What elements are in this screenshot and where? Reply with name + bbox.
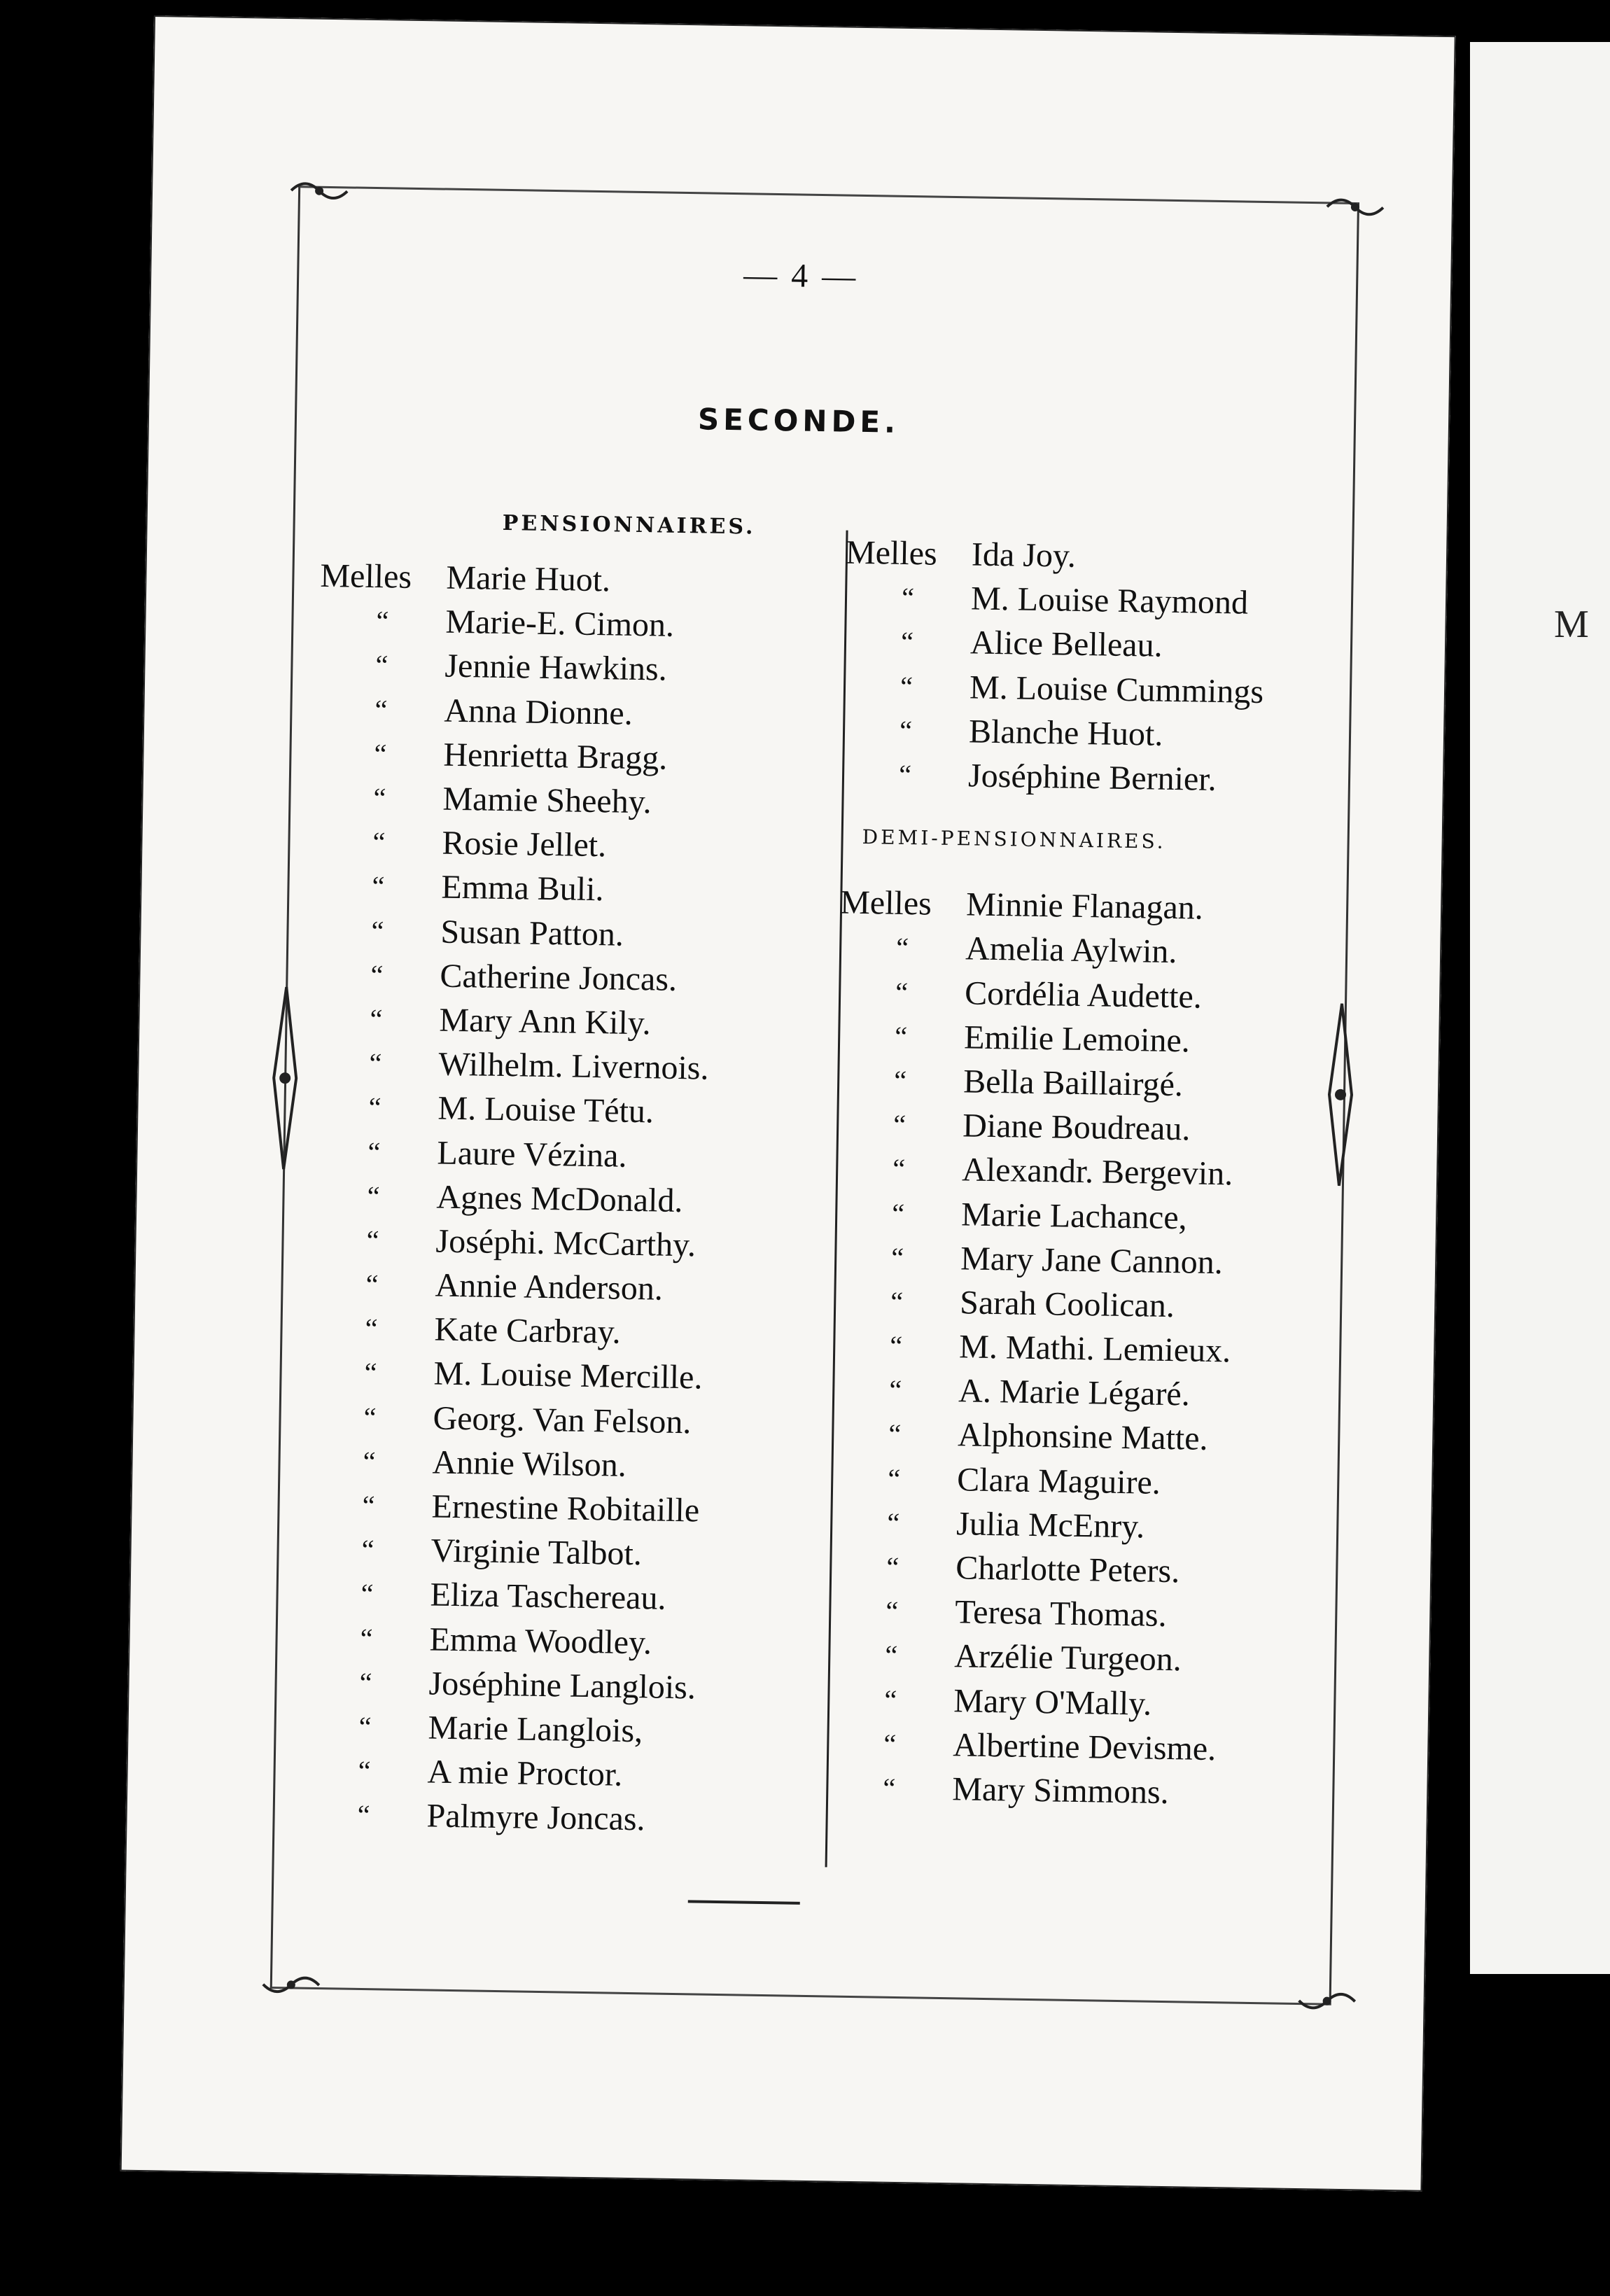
ditto-mark: “ [898, 758, 912, 791]
ditto-mark: “ [365, 1312, 378, 1345]
ditto-mark: “ [373, 782, 386, 814]
student-name: M. Louise Raymond [970, 580, 1249, 622]
ditto-mark: “ [892, 1197, 905, 1229]
student-name: Joséphine Langlois. [428, 1665, 696, 1707]
ditto-mark: “ [369, 1047, 382, 1079]
student-name: Georg. Van Felson. [433, 1399, 692, 1441]
student-name: Amelia Aylwin. [965, 930, 1177, 971]
ditto-mark: “ [899, 670, 913, 702]
student-name: Henrietta Bragg. [443, 736, 668, 777]
adjacent-page [1470, 42, 1610, 1974]
student-name: Clara Maguire. [956, 1460, 1161, 1502]
student-name: Albertine Devisme. [952, 1726, 1217, 1768]
ditto-mark: “ [370, 958, 384, 991]
ditto-mark: “ [883, 1772, 896, 1804]
ditto-mark: “ [894, 1020, 908, 1052]
ditto-mark: “ [363, 1401, 377, 1433]
student-name: Rosie Jellet. [442, 824, 607, 864]
ditto-mark: “ [892, 1153, 906, 1185]
corner-ornament-icon [1295, 1983, 1359, 2019]
student-name: Julia McEnry. [955, 1505, 1145, 1546]
student-name: Emma Buli. [441, 869, 604, 909]
student-name: M. Mathi. Lemieux. [958, 1328, 1231, 1370]
student-name: Annie Wilson. [432, 1443, 627, 1484]
ditto-mark: “ [886, 1550, 899, 1583]
student-name: Marie Langlois, [428, 1709, 643, 1750]
student-name: Catherine Joncas. [440, 957, 678, 998]
corner-ornament-icon [1324, 189, 1387, 225]
list-item [826, 1765, 1387, 1818]
ditto-mark: “ [360, 1622, 373, 1654]
ditto-mark: “ [361, 1534, 374, 1566]
ditto-mark: “ [886, 1595, 899, 1628]
column-heading: PENSIONNAIRES. [502, 510, 756, 540]
ditto-mark: “ [895, 932, 909, 964]
student-name: Emma Woodley. [429, 1620, 652, 1662]
ditto-mark: “ [883, 1728, 897, 1760]
ditto-mark: “ [365, 1268, 379, 1301]
student-name: A mie Proctor. [427, 1753, 623, 1793]
student-name: Mary Ann Kily. [439, 1001, 652, 1042]
ditto-mark: “ [375, 649, 388, 681]
student-name: Eliza Taschereau. [430, 1576, 666, 1618]
student-name: Mary Simmons. [951, 1770, 1170, 1812]
student-name: M. Louise Cummings [969, 668, 1264, 710]
student-name: Annie Anderson. [435, 1266, 664, 1308]
student-name: A. Marie Légaré. [958, 1372, 1191, 1413]
ditto-mark: “ [364, 1357, 377, 1389]
ditto-mark: “ [366, 1224, 379, 1256]
ditto-mark: “ [884, 1684, 897, 1716]
student-name: Susan Patton. [440, 913, 624, 953]
ditto-mark: “ [370, 1002, 383, 1035]
list-item [842, 752, 1403, 805]
student-name: M. Louise Mercille. [433, 1354, 703, 1397]
student-name: Mary Jane Cannon. [960, 1240, 1224, 1281]
right-column [826, 517, 1406, 1818]
student-name: Charlotte Peters. [955, 1549, 1180, 1590]
ditto-mark: “ [363, 1445, 376, 1478]
corner-ornament-icon [288, 173, 351, 209]
student-name: Jennie Hawkins. [444, 648, 668, 689]
ditto-mark: “ [368, 1091, 382, 1124]
salutation: Melles [839, 883, 932, 923]
student-name: M. Louise Tétu. [438, 1089, 654, 1130]
ditto-mark: “ [890, 1285, 904, 1317]
student-name: Sarah Coolican. [959, 1284, 1175, 1325]
ditto-mark: “ [893, 1064, 907, 1097]
ditto-mark: “ [358, 1755, 371, 1787]
ditto-mark: “ [367, 1180, 380, 1212]
student-name: Blanche Huot. [968, 713, 1163, 753]
student-name: Marie Huot. [446, 559, 611, 599]
ditto-mark: “ [887, 1506, 900, 1539]
student-name: Alphonsine Matte. [957, 1416, 1208, 1458]
ditto-mark: “ [890, 1329, 903, 1362]
ditto-mark: “ [374, 737, 387, 770]
ditto-mark: “ [891, 1241, 904, 1273]
corner-ornament-icon [259, 1967, 323, 2003]
ditto-mark: “ [357, 1799, 370, 1831]
student-name: Ernestine Robitaille [431, 1488, 700, 1530]
student-name: Mamie Sheehy. [442, 780, 652, 821]
student-name: Emilie Lemoine. [963, 1018, 1191, 1060]
student-name: Cordélia Audette. [964, 974, 1203, 1016]
student-name: Mary O'Mally. [953, 1681, 1152, 1723]
student-name: Marie Lachance, [960, 1195, 1188, 1236]
ditto-mark: “ [901, 582, 915, 614]
adjacent-page-letter: M [1554, 603, 1589, 646]
ditto-mark: “ [360, 1578, 374, 1610]
student-name: Minnie Flanagan. [965, 886, 1204, 927]
ditto-mark: “ [888, 1418, 902, 1450]
ditto-mark: “ [374, 693, 388, 726]
student-name: Agnes McDonald. [436, 1178, 683, 1219]
student-name: Anna Dionne. [444, 692, 634, 732]
salutation: Melles [320, 556, 412, 596]
student-name: Kate Carbray. [434, 1310, 622, 1351]
student-name: Wilhelm. Livernois. [438, 1045, 709, 1087]
section-title: SECONDE. [697, 402, 900, 440]
ditto-mark: “ [885, 1639, 898, 1672]
ditto-mark: “ [372, 870, 385, 902]
ditto-mark: “ [899, 714, 913, 746]
student-name: Joséphi. McCarthy. [435, 1222, 696, 1264]
ditto-mark: “ [372, 826, 386, 858]
name-list [842, 531, 1406, 805]
name-list [826, 881, 1401, 1818]
student-name: Alexandr. Bergevin. [961, 1151, 1233, 1193]
ditto-mark: “ [371, 914, 384, 946]
student-name: Laure Vézina. [437, 1134, 627, 1175]
student-name: Joséphine Bernier. [967, 757, 1217, 799]
ditto-mark: “ [900, 626, 914, 658]
salutation: Melles [845, 533, 938, 573]
student-name: Teresa Thomas. [954, 1593, 1168, 1634]
student-name: Palmyre Joncas. [426, 1797, 645, 1838]
student-name: Marie-E. Cimon. [445, 603, 675, 645]
demi-pensionnaires-heading: DEMI-PENSIONNAIRES. [862, 825, 1166, 853]
student-name: Ida Joy. [971, 536, 1077, 575]
ditto-mark: “ [889, 1374, 902, 1406]
student-name: Diane Boudreau. [962, 1107, 1191, 1148]
page-number: — 4 — [743, 256, 859, 295]
student-name: Bella Baillairgé. [962, 1063, 1184, 1104]
ditto-mark: “ [362, 1489, 375, 1522]
student-name: Virginie Talbot. [430, 1532, 643, 1573]
ditto-mark: “ [368, 1135, 381, 1168]
ditto-mark: “ [892, 1108, 906, 1141]
side-ornament-icon [268, 983, 302, 1173]
ditto-mark: “ [358, 1710, 372, 1743]
ditto-mark: “ [359, 1666, 372, 1698]
ditto-mark: “ [895, 976, 909, 1008]
student-name: Alice Belleau. [969, 624, 1163, 665]
document-page [120, 15, 1456, 2192]
ditto-mark: “ [888, 1462, 901, 1494]
student-name: Arzélie Turgeon. [953, 1637, 1182, 1679]
ditto-mark: “ [376, 605, 389, 637]
